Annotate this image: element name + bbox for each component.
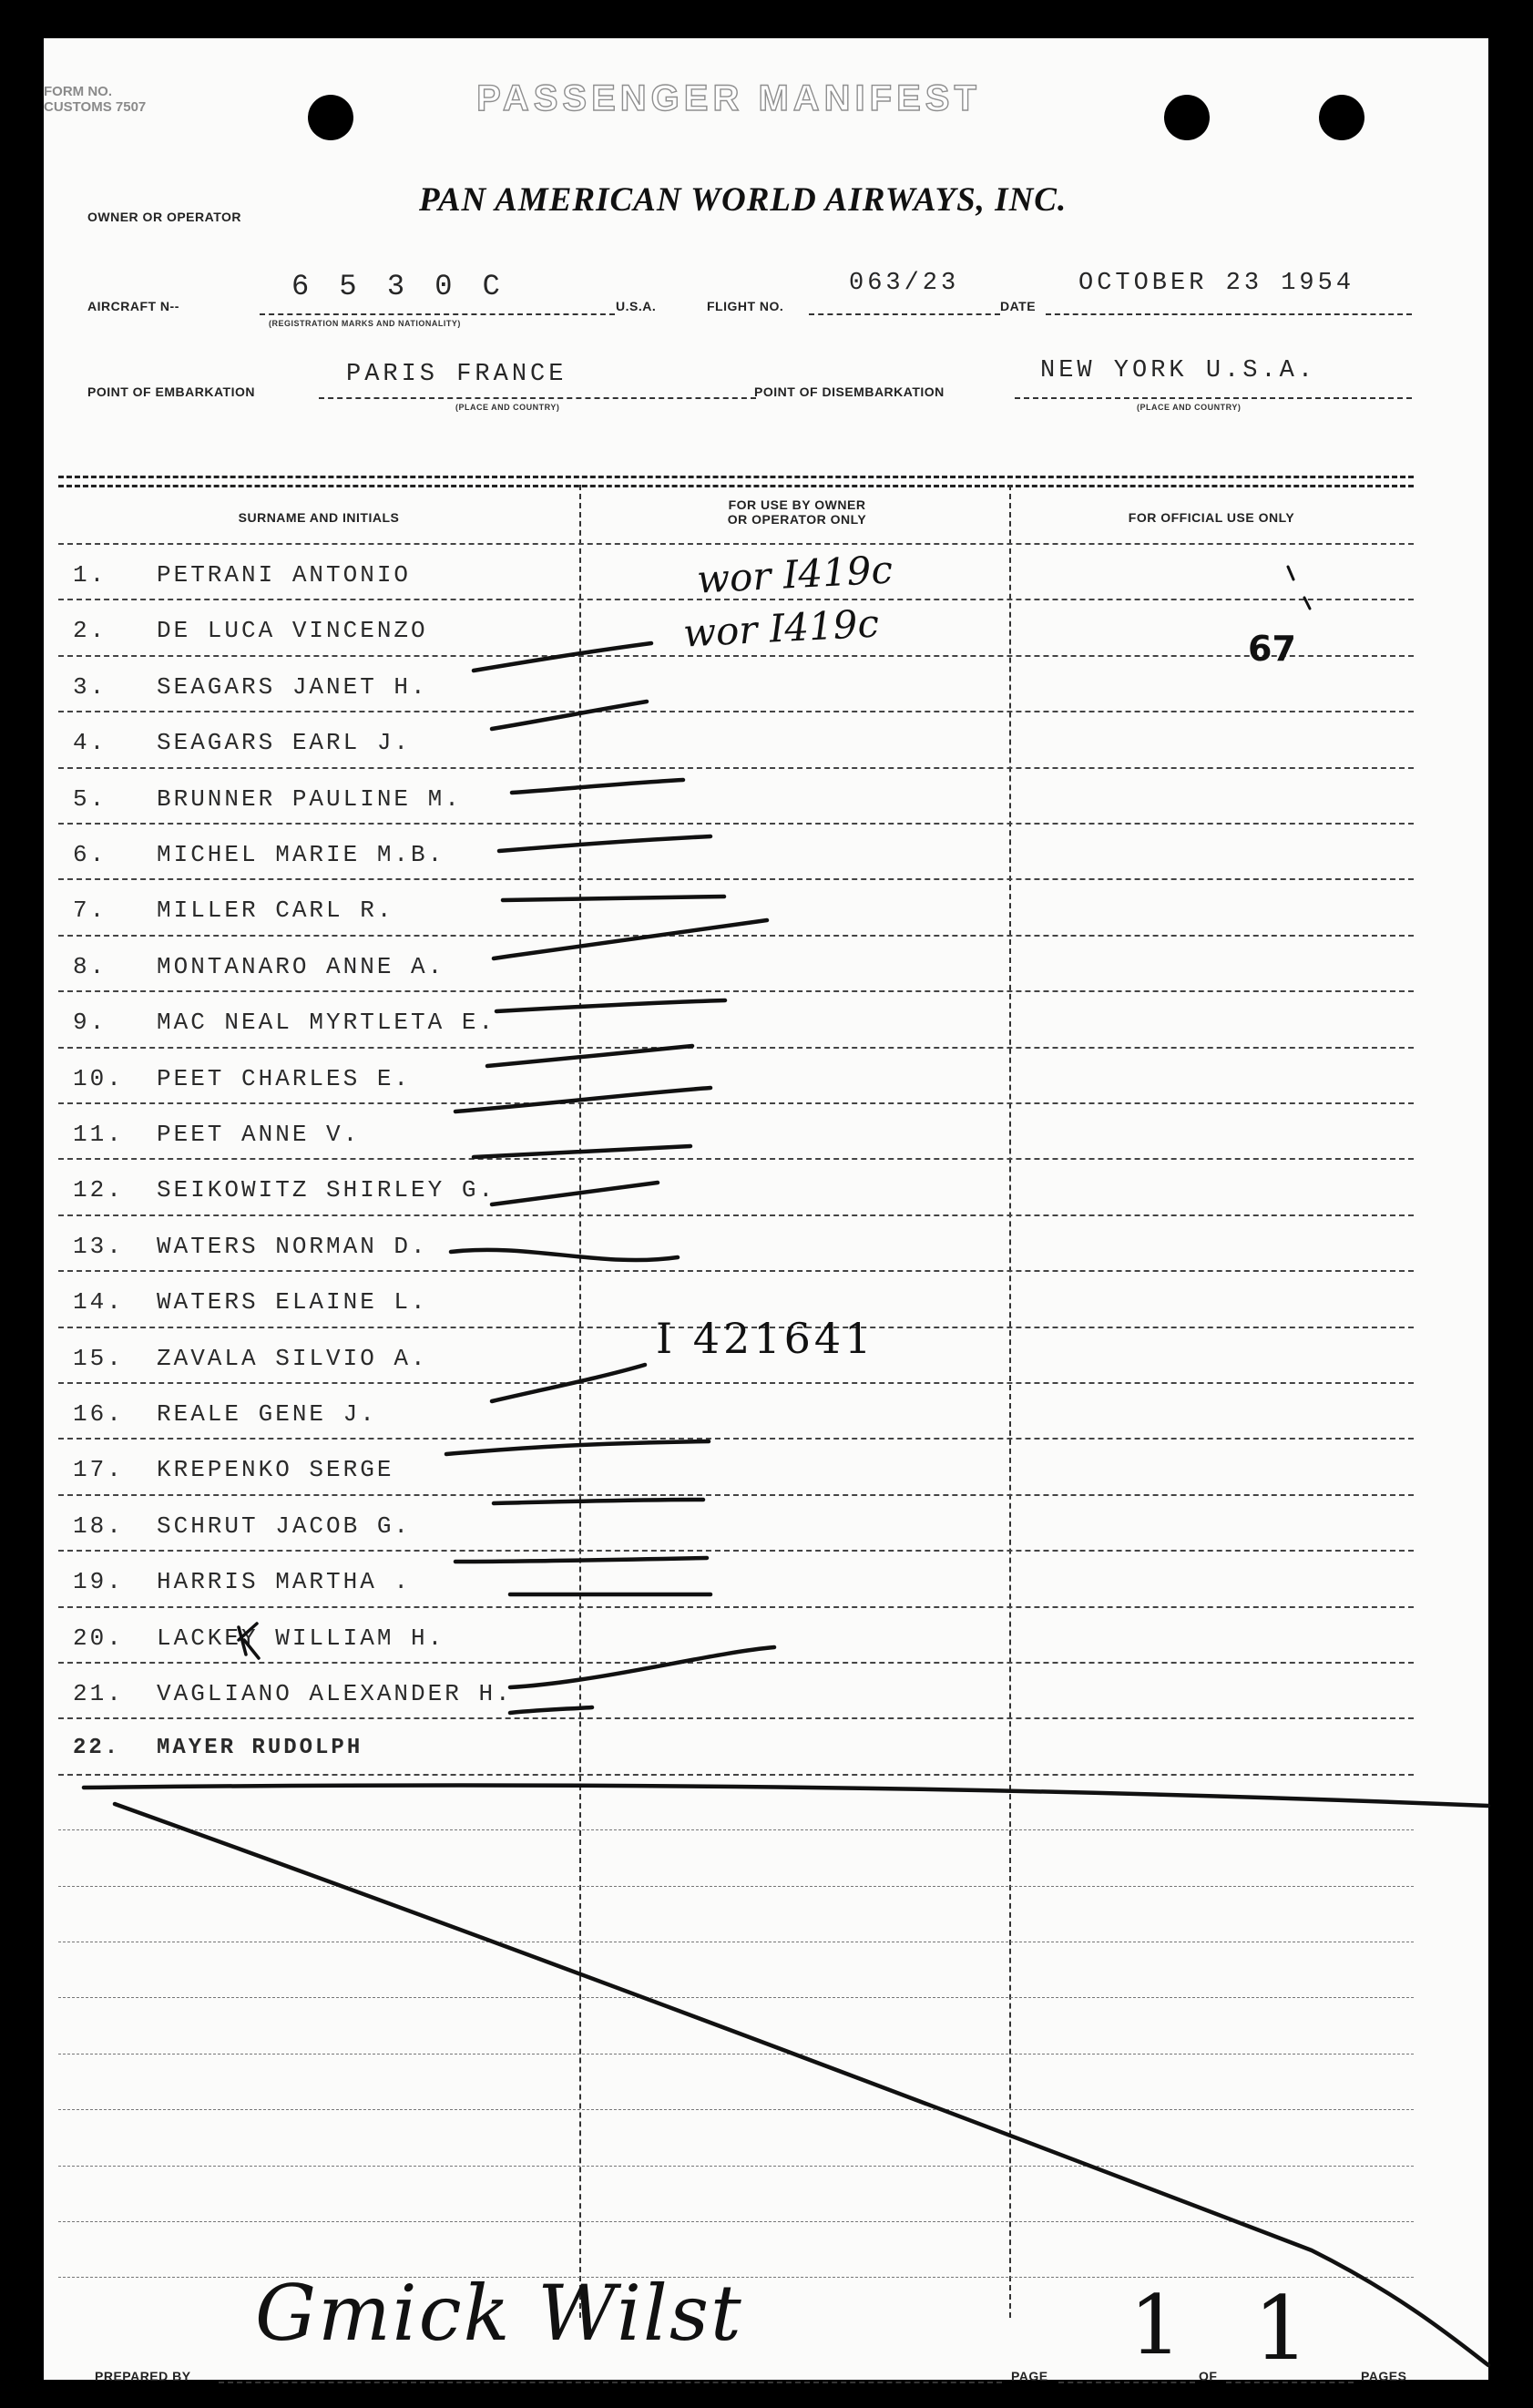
pen-stroke-row-3 bbox=[474, 643, 651, 671]
tick-mark bbox=[1288, 567, 1310, 609]
passenger-number: 5. bbox=[73, 785, 107, 813]
owner-note-row-2: wor I419c bbox=[681, 600, 881, 656]
owner-value: PAN AMERICAN WORLD AIRWAYS, INC. bbox=[419, 181, 1068, 219]
pen-stroke-row-10 bbox=[487, 1046, 692, 1066]
passenger-number: 18. bbox=[73, 1512, 124, 1540]
pen-stroke-row-8 bbox=[494, 920, 767, 958]
column-header-owner-use: FOR USE BY OWNER OR OPERATOR ONLY bbox=[727, 497, 867, 527]
passenger-number: 4. bbox=[73, 729, 107, 756]
pen-stroke-row-7 bbox=[503, 897, 724, 900]
passenger-name: DE LUCA VINCENZO bbox=[157, 617, 428, 644]
passenger-name: MAYER RUDOLPH bbox=[157, 1736, 363, 1760]
passenger-name: MONTANARO ANNE A. bbox=[157, 953, 445, 980]
embark-label: POINT OF EMBARKATION bbox=[87, 384, 255, 399]
passenger-number: 11. bbox=[73, 1121, 124, 1148]
column-header-official-use: FOR OFFICIAL USE ONLY bbox=[1128, 510, 1295, 525]
pen-stroke-row-21 bbox=[510, 1647, 774, 1687]
pen-stroke-row-18 bbox=[494, 1500, 703, 1503]
passenger-name: HARRIS MARTHA . bbox=[157, 1568, 412, 1595]
page-value: 1 bbox=[1129, 2278, 1182, 2373]
pen-stroke-row-9 bbox=[496, 1000, 725, 1011]
official-use-number: 67 bbox=[1248, 629, 1296, 669]
passenger-name: SCHRUT JACOB G. bbox=[157, 1512, 412, 1540]
passenger-number: 19. bbox=[73, 1568, 124, 1595]
passenger-name: BRUNNER PAULINE M. bbox=[157, 785, 462, 813]
passenger-name: REALE GENE J. bbox=[157, 1400, 377, 1428]
passenger-name: MAC NEAL MYRTLETA E. bbox=[157, 1009, 496, 1036]
of-underline bbox=[1226, 2382, 1354, 2383]
passenger-name: SEIKOWITZ SHIRLEY G. bbox=[157, 1176, 496, 1204]
of-label: OF bbox=[1199, 2369, 1218, 2383]
disembark-value: NEW YORK U.S.A. bbox=[1040, 357, 1317, 384]
passenger-name: ZAVALA SILVIO A. bbox=[157, 1345, 428, 1372]
pen-stroke-row-11 bbox=[455, 1088, 710, 1112]
passenger-name: SEAGARS JANET H. bbox=[157, 673, 428, 701]
column-header-surname: SURNAME AND INITIALS bbox=[238, 510, 400, 525]
passenger-number: 17. bbox=[73, 1456, 124, 1483]
passenger-number: 7. bbox=[73, 897, 107, 924]
passenger-name: MICHEL MARIE M.B. bbox=[157, 841, 445, 868]
embark-value: PARIS FRANCE bbox=[346, 361, 567, 388]
pen-stroke-row-17 bbox=[446, 1441, 709, 1454]
passenger-number: 1. bbox=[73, 561, 107, 589]
passenger-number: 14. bbox=[73, 1288, 124, 1316]
aircraft-label: AIRCRAFT N-- bbox=[87, 299, 179, 313]
passenger-number: 2. bbox=[73, 617, 107, 644]
pen-stroke-row-13 bbox=[492, 1183, 658, 1204]
tick-mark-k bbox=[239, 1624, 259, 1658]
page-label: PAGE bbox=[1011, 2369, 1048, 2383]
date-value: OCTOBER 23 1954 bbox=[1078, 270, 1355, 297]
end-of-list-line bbox=[84, 1785, 1488, 1806]
passenger-name: WATERS NORMAN D. bbox=[157, 1233, 428, 1260]
pen-stroke-row-4 bbox=[492, 702, 647, 729]
pen-stroke-row-12 bbox=[474, 1146, 690, 1157]
passenger-number: 12. bbox=[73, 1176, 124, 1204]
passenger-name: PETRANI ANTONIO bbox=[157, 561, 412, 589]
pen-stroke-row-22 bbox=[510, 1707, 592, 1713]
prepared-by-underline bbox=[219, 2382, 1002, 2383]
form-title: PASSENGER MANIFEST bbox=[476, 78, 981, 118]
flight-label: FLIGHT NO. bbox=[707, 299, 784, 313]
pen-stroke-row-19 bbox=[455, 1558, 707, 1562]
passenger-number: 15. bbox=[73, 1345, 124, 1372]
aircraft-sublabel: (REGISTRATION MARKS AND NATIONALITY) bbox=[269, 319, 461, 328]
owner-note-row-15: I 421641 bbox=[656, 1314, 875, 1363]
passenger-number: 9. bbox=[73, 1009, 107, 1036]
passenger-number: 20. bbox=[73, 1624, 124, 1652]
passenger-name: PEET ANNE V. bbox=[157, 1121, 361, 1148]
embark-sublabel: (PLACE AND COUNTRY) bbox=[455, 403, 560, 412]
passenger-name: SEAGARS EARL J. bbox=[157, 729, 412, 756]
pen-stroke-row-6 bbox=[499, 836, 710, 851]
aircraft-value: 6 5 3 0 C bbox=[291, 270, 506, 303]
disembark-sublabel: (PLACE AND COUNTRY) bbox=[1137, 403, 1242, 412]
pages-label: PAGES bbox=[1361, 2369, 1407, 2383]
preparer-signature: Gmick Wilst bbox=[255, 2269, 743, 2358]
date-label: DATE bbox=[1000, 299, 1037, 313]
passenger-number: 3. bbox=[73, 673, 107, 701]
passenger-number: 13. bbox=[73, 1233, 124, 1260]
passenger-number: 21. bbox=[73, 1680, 124, 1707]
passenger-name: PEET CHARLES E. bbox=[157, 1065, 412, 1092]
passenger-name: MILLER CARL R. bbox=[157, 897, 394, 924]
pen-stroke-row-16 bbox=[492, 1365, 645, 1401]
usa-label: U.S.A. bbox=[616, 299, 657, 313]
passenger-number: 8. bbox=[73, 953, 107, 980]
passenger-number: 6. bbox=[73, 841, 107, 868]
flight-value: 063/23 bbox=[849, 270, 960, 297]
owner-note-row-1: wor I419c bbox=[695, 547, 894, 602]
disembark-label: POINT OF DISEMBARKATION bbox=[754, 384, 945, 399]
passenger-name: VAGLIANO ALEXANDER H. bbox=[157, 1680, 513, 1707]
prepared-by-label: PREPARED BY bbox=[95, 2369, 191, 2383]
owner-label: OWNER OR OPERATOR bbox=[87, 210, 241, 224]
passenger-number: 10. bbox=[73, 1065, 124, 1092]
passenger-name: KREPENKO SERGE bbox=[157, 1456, 394, 1483]
passenger-number: 22. bbox=[73, 1736, 121, 1760]
pen-stroke-row-5 bbox=[512, 780, 683, 793]
form-number: FORM NO. CUSTOMS 7507 bbox=[44, 84, 147, 115]
passenger-name: WATERS ELAINE L. bbox=[157, 1288, 428, 1316]
pen-stroke-row-14 bbox=[451, 1250, 678, 1260]
passenger-number: 16. bbox=[73, 1400, 124, 1428]
of-value: 1 bbox=[1253, 2278, 1310, 2380]
passenger-name: LACKEY WILLIAM H. bbox=[157, 1624, 445, 1652]
page-underline bbox=[1058, 2382, 1195, 2383]
